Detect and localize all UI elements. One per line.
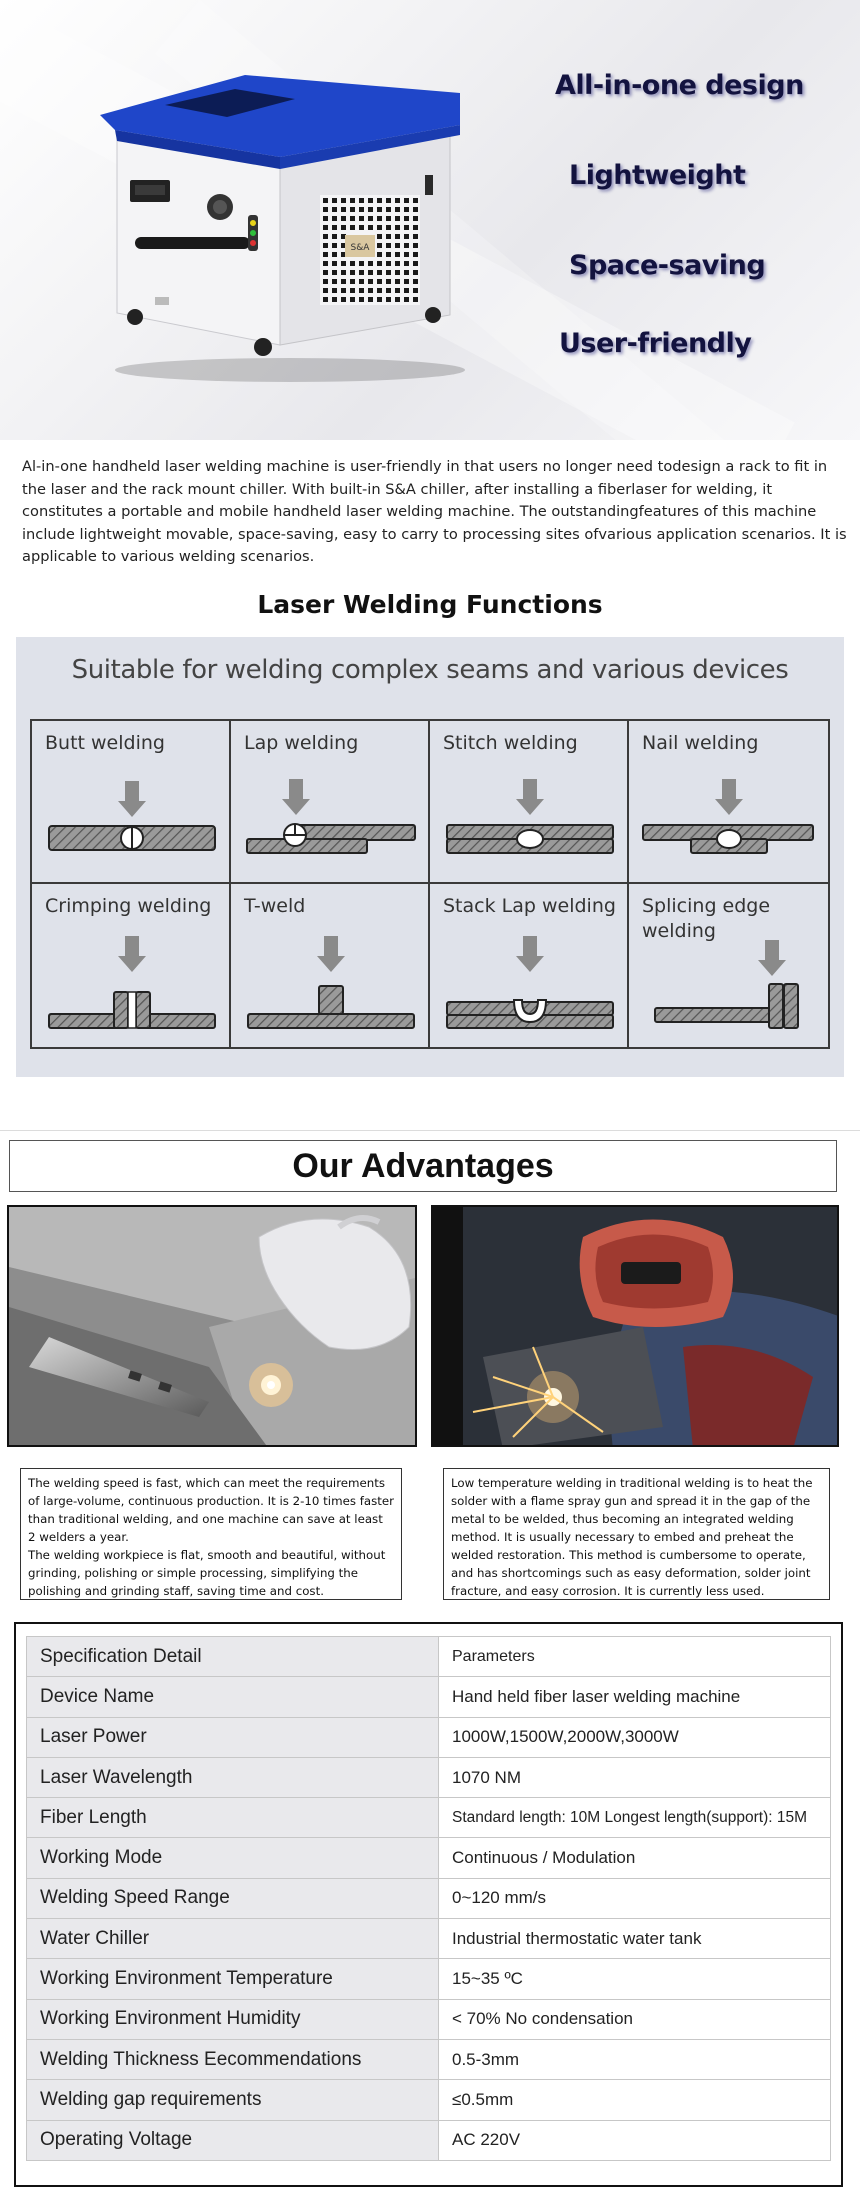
function-label: Crimping welding xyxy=(45,895,212,917)
laser-welding-machine-image xyxy=(95,75,465,385)
spec-row xyxy=(27,1717,831,1757)
function-label: Splicing edge welding xyxy=(642,895,771,942)
spec-value: 1070 NM xyxy=(439,1757,831,1797)
spec-key: Working Mode xyxy=(27,1838,439,1878)
machine-brand-label: S&A xyxy=(350,243,370,253)
spec-key: Welding Speed Range xyxy=(27,1878,439,1918)
lap-weld-diagram-icon xyxy=(231,721,431,884)
spec-key: Working Environment Temperature xyxy=(27,1959,439,1999)
section-divider xyxy=(0,1130,860,1131)
spec-key: Laser Power xyxy=(27,1717,439,1757)
spec-table xyxy=(26,1636,831,2161)
feature-lightweight: Lightweight xyxy=(569,160,746,191)
advantages-title: Our Advantages xyxy=(9,1140,837,1192)
spec-row xyxy=(27,1959,831,1999)
function-cell-splicing-edge xyxy=(629,884,828,1047)
spec-row xyxy=(27,2039,831,2079)
stitch-weld-diagram-icon xyxy=(430,721,630,884)
stack-lap-weld-diagram-icon xyxy=(430,884,630,1047)
function-label: Lap welding xyxy=(244,732,359,754)
spec-table-container xyxy=(14,1622,843,2187)
spec-key: Welding Thickness Eecommendations xyxy=(27,2039,439,2079)
spec-row xyxy=(27,2080,831,2120)
function-label: T-weld xyxy=(244,895,306,917)
feature-all-in-one: All-in-one design xyxy=(555,70,804,101)
spec-key: Laser Wavelength xyxy=(27,1757,439,1797)
function-cell-stitch xyxy=(430,721,629,884)
spec-row xyxy=(27,1878,831,1918)
spec-key: Fiber Length xyxy=(27,1798,439,1838)
spec-value: Continuous / Modulation xyxy=(439,1838,831,1878)
hero-banner xyxy=(0,0,860,440)
nail-weld-diagram-icon xyxy=(629,721,829,884)
spec-row xyxy=(27,1757,831,1797)
spec-row xyxy=(27,1919,831,1959)
spec-value: < 70% No condensation xyxy=(439,1999,831,2039)
spec-row xyxy=(27,1798,831,1838)
spec-value: 1000W,1500W,2000W,3000W xyxy=(439,1717,831,1757)
functions-title: Laser Welding Functions xyxy=(257,590,603,619)
spec-key: Working Environment Humidity xyxy=(27,1999,439,2039)
spec-key: Operating Voltage xyxy=(27,2120,439,2160)
function-cell-nail xyxy=(629,721,828,884)
traditional-welding-photo xyxy=(431,1205,839,1447)
function-label: Stack Lap welding xyxy=(443,895,616,917)
function-cell-butt xyxy=(32,721,231,884)
spec-row xyxy=(27,2120,831,2160)
laser-welding-photo xyxy=(7,1205,417,1447)
spec-key: Welding gap requirements xyxy=(27,2080,439,2120)
spec-key: Water Chiller xyxy=(27,1919,439,1959)
functions-subtitle: Suitable for welding complex seams and various devices xyxy=(71,655,789,685)
function-label: Nail welding xyxy=(642,732,759,754)
function-label: Butt welding xyxy=(45,732,165,754)
advantage-text-left xyxy=(20,1468,402,1600)
function-cell-t-weld xyxy=(231,884,430,1047)
welding-functions-panel xyxy=(16,637,844,1077)
splicing-edge-weld-diagram-icon xyxy=(629,884,829,1047)
advantage-text-right xyxy=(443,1468,830,1600)
spec-value: Hand held fiber laser welding machine xyxy=(439,1677,831,1717)
functions-grid xyxy=(30,719,830,1049)
spec-value: 0.5-3mm xyxy=(439,2039,831,2079)
crimping-weld-diagram-icon xyxy=(32,884,232,1047)
spec-header-key: Specification Detail xyxy=(27,1637,439,1677)
t-weld-diagram-icon xyxy=(231,884,431,1047)
spec-value: Standard length: 10M Longest length(support): 15M xyxy=(439,1798,831,1838)
function-cell-crimping xyxy=(32,884,231,1047)
function-cell-stack-lap xyxy=(430,884,629,1047)
spec-value: 0~120 mm/s xyxy=(439,1878,831,1918)
spec-row xyxy=(27,1838,831,1878)
spec-header-row xyxy=(27,1637,831,1677)
function-cell-lap xyxy=(231,721,430,884)
spec-row xyxy=(27,1677,831,1717)
spec-row xyxy=(27,1999,831,2039)
spec-value: ≤0.5mm xyxy=(439,2080,831,2120)
spec-header-value: Parameters xyxy=(439,1637,831,1677)
advantage-right-paragraph: Low temperature welding in traditional welding is to heat the solder with a flame spray gun and spread it in the gap of the metal to be welded, thus becoming an integrated welding method. It is usually necessary to embed and preheat the welded restoration. This method is cumbersome to operate, and has shortcomings such as easy deformation, solder joint fracture, and easy corrosion. It is currently less used. xyxy=(451,1476,813,1598)
intro-paragraph: Al-in-one handheld laser welding machine is user-friendly in that users no longer need todesign a rack to fit in the laser and the rack mount chiller. With built-in S&A chiller, after installing a fiberlaser for welding, it constitutes a portable and mobile handheld laser welding machine. The outstandingfeatures of this machine include lightweight movable, space-saving, easy to carry to processing sites ofvarious application scenarios. It is applicable to various welding scenarios. xyxy=(22,458,847,565)
feature-space-saving: Space-saving xyxy=(569,250,766,281)
advantage-left-paragraph: The welding speed is fast, which can meet the requirements of large-volume, continuous production. It is 2-10 times faster than traditional welding, and one machine can save at least 2 welders a year. The welding workpiece is flat, smooth and beautiful, without grinding, polishing or simple processing, simplifying the polishing and grinding staff, saving time and cost. xyxy=(28,1476,394,1598)
spec-value: 15~35 ºC xyxy=(439,1959,831,1999)
butt-weld-diagram-icon xyxy=(32,721,232,884)
spec-value: Industrial thermostatic water tank xyxy=(439,1919,831,1959)
spec-key: Device Name xyxy=(27,1677,439,1717)
function-label: Stitch welding xyxy=(443,732,578,754)
spec-value: AC 220V xyxy=(439,2120,831,2160)
feature-user-friendly: User-friendly xyxy=(559,328,752,359)
